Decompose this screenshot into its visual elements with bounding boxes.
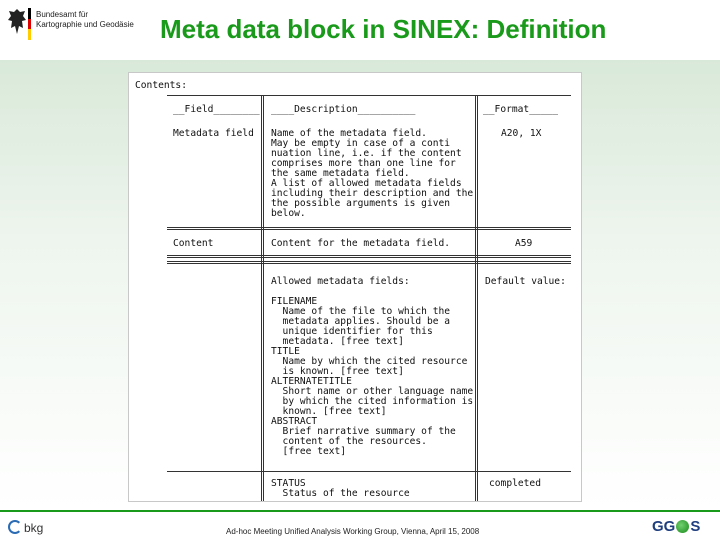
text-line: Name by which the cited resource [271, 356, 468, 367]
text-line: unique identifier for this [271, 326, 433, 337]
globe-icon [676, 520, 689, 533]
row-field-metadata: Metadata field [173, 128, 254, 139]
text-line: May be empty in case of a conti [271, 138, 451, 149]
text-line: known. [free text] [271, 406, 387, 417]
text-line: comprises more than one line for [271, 158, 456, 169]
row-description-metadata [271, 129, 473, 219]
header-field: __Field________ [173, 104, 260, 115]
allowed-fields-list [271, 297, 473, 457]
text-line: including their description and the [271, 188, 474, 199]
column-divider [261, 95, 264, 502]
header-format: __Format_____ [483, 104, 559, 115]
row-format-metadata: A20, 1X [501, 128, 542, 139]
eagle-icon [6, 6, 28, 40]
page-title: Meta data block in SINEX: Definition [160, 14, 607, 44]
agency-name: Bundesamt für Kartographie und Geodäsie [36, 10, 134, 29]
status-field: STATUS [271, 478, 306, 489]
status-default: completed [489, 478, 541, 489]
column-divider [475, 95, 478, 502]
text-line: ABSTRACT [271, 416, 318, 427]
agency-logo [6, 6, 146, 46]
allowed-fields-label: Allowed metadata fields: [271, 276, 410, 287]
text-line: metadata. [free text] [271, 336, 404, 347]
footer-text: Ad-hoc Meeting Unified Analysis Working Group, Vienna, April 15, 2008 [226, 527, 480, 536]
row-description-content [271, 239, 450, 249]
text-line: A list of allowed metadata fields [271, 178, 462, 189]
header-description: ____Description__________ [271, 104, 416, 115]
text-line: by which the cited information is [271, 396, 474, 407]
bkg-logo: bkg [8, 520, 43, 535]
flag-bar [28, 8, 31, 40]
slide-header [0, 0, 720, 62]
footer-divider [0, 510, 720, 512]
table-top-rule [167, 95, 571, 96]
text-line: below. [271, 208, 306, 219]
row-field-content: Content [173, 238, 214, 249]
text-line: content of the resources. [271, 436, 427, 447]
row-divider [167, 471, 571, 472]
text-line: the possible arguments is given [271, 198, 451, 209]
text-line: metadata applies. Should be a [271, 316, 451, 327]
text-line: TITLE [271, 346, 300, 357]
text-line: is known. [free text] [271, 366, 404, 377]
text-line: Short name or other language name [271, 386, 474, 397]
text-line: Name of the metadata field. [271, 128, 427, 139]
text-line: FILENAME [271, 296, 318, 307]
default-value-label: Default value: [485, 276, 566, 287]
contents-label: Contents: [135, 80, 187, 91]
text-line: Brief narrative summary of the [271, 426, 456, 437]
text-line: [free text] [271, 446, 347, 457]
row-divider [167, 227, 571, 230]
slide-footer [0, 510, 720, 540]
text-line: ALTERNATETITLE [271, 376, 352, 387]
document-image [128, 72, 582, 502]
row-format-content: A59 [515, 238, 533, 249]
row-divider [167, 255, 571, 258]
metadata-table [167, 95, 571, 502]
text-line: Name of the file to which the [271, 306, 451, 317]
ggos-logo: GG S [652, 518, 701, 535]
text-line: Content for the metadata field. [271, 238, 451, 249]
text-line: nuation line, i.e. if the content [271, 148, 462, 159]
bkg-logo-icon [8, 520, 22, 534]
text-line: the same metadata field. [271, 168, 410, 179]
status-description: Status of the resource [271, 488, 410, 499]
row-divider [167, 261, 571, 264]
